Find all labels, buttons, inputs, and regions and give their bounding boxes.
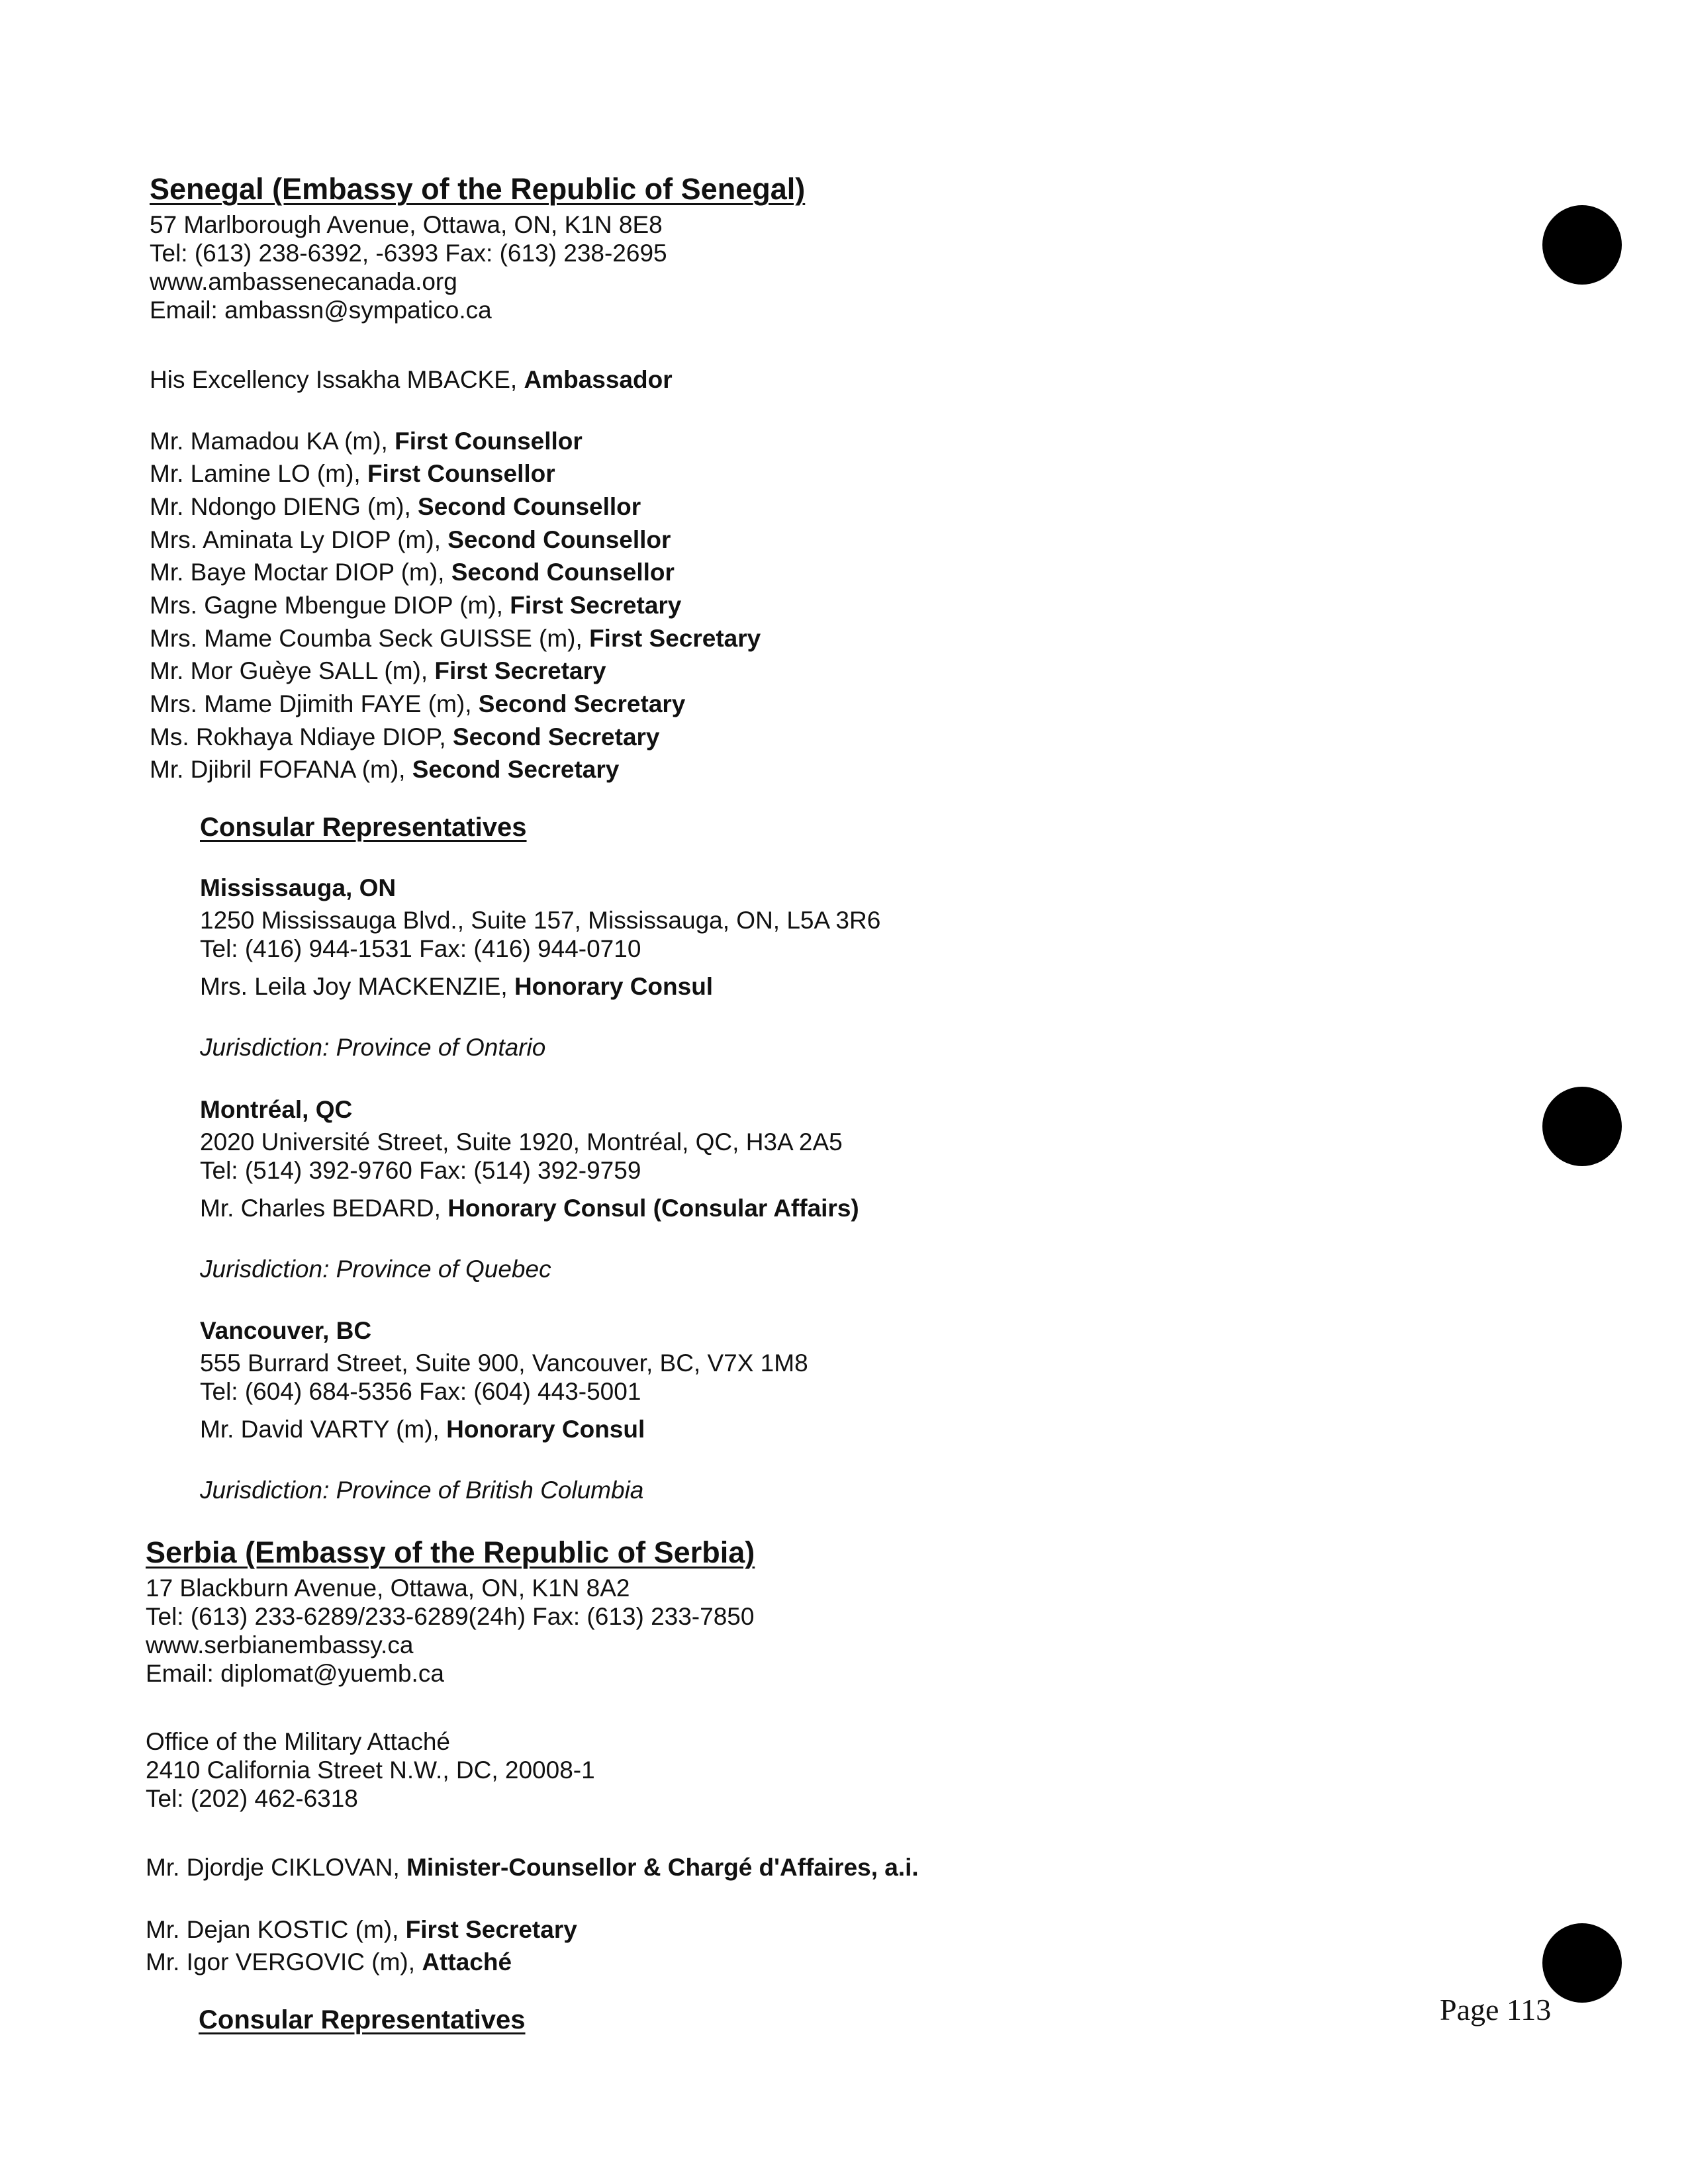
person-name: Mr. Djibril FOFANA (m), bbox=[150, 756, 412, 783]
consulate-jurisdiction: Jurisdiction: Province of Ontario bbox=[200, 1034, 546, 1061]
person-title: Second Counsellor bbox=[447, 526, 671, 553]
person-name: Mr. Baye Moctar DIOP (m), bbox=[150, 559, 451, 586]
senegal-staff-row bbox=[150, 558, 675, 586]
person-title: Attaché bbox=[422, 1948, 512, 1976]
person-title: First Secretary bbox=[589, 625, 761, 652]
person-name: Mrs. Aminata Ly DIOP (m), bbox=[150, 526, 448, 553]
person-name: Mrs. Mame Djimith FAYE (m), bbox=[150, 690, 479, 717]
serbia-heading: Serbia (Embassy of the Republic of Serbia) bbox=[146, 1535, 755, 1569]
consulate-phone: Tel: (416) 944-1531 Fax: (416) 944-0710 bbox=[200, 935, 641, 962]
serbia-staff-row bbox=[146, 1948, 512, 1976]
punch-hole bbox=[1542, 205, 1622, 285]
person-name: Ms. Rokhaya Ndiaye DIOP, bbox=[150, 723, 453, 751]
person-title: First Counsellor bbox=[367, 460, 555, 487]
senegal-staff-row bbox=[150, 427, 583, 455]
person-name: Mr. Djordje CIKLOVAN, bbox=[146, 1854, 407, 1881]
person-name: Mrs. Mame Coumba Seck GUISSE (m), bbox=[150, 625, 590, 652]
serbia-email: Email: diplomat@yuemb.ca bbox=[146, 1660, 444, 1687]
person-name: Mr. Dejan KOSTIC (m), bbox=[146, 1916, 406, 1943]
person-title: First Counsellor bbox=[395, 428, 583, 455]
senegal-staff-row bbox=[150, 723, 660, 751]
person-name: Mrs. Gagne Mbengue DIOP (m), bbox=[150, 592, 510, 619]
consulate-person bbox=[200, 972, 713, 1001]
serbia-phone: Tel: (613) 233-6289/233-6289(24h) Fax: (613) 233-7850 bbox=[146, 1603, 755, 1630]
person-title: Second Secretary bbox=[478, 690, 686, 717]
consulate-city: Montréal, QC bbox=[200, 1096, 353, 1123]
senegal-heading: Senegal (Embassy of the Republic of Senegal) bbox=[150, 172, 806, 206]
person-name: Mr. David VARTY (m), bbox=[200, 1416, 447, 1443]
person-title: Honorary Consul (Consular Affairs) bbox=[447, 1195, 859, 1222]
consulate-jurisdiction: Jurisdiction: Province of British Columbia bbox=[200, 1477, 644, 1504]
senegal-consular-heading: Consular Representatives bbox=[200, 813, 527, 842]
person-title: Ambassador bbox=[524, 366, 673, 393]
military-office-phone: Tel: (202) 462-6318 bbox=[146, 1785, 358, 1812]
consulate-address: 555 Burrard Street, Suite 900, Vancouver, BC, V7X 1M8 bbox=[200, 1349, 808, 1377]
military-office-name: Office of the Military Attaché bbox=[146, 1728, 450, 1755]
consulate-city: Vancouver, BC bbox=[200, 1317, 372, 1344]
person-name: Mr. Mamadou KA (m), bbox=[150, 428, 395, 455]
senegal-phone: Tel: (613) 238-6392, -6393 Fax: (613) 238-2695 bbox=[150, 240, 667, 267]
person-title: First Secretary bbox=[510, 592, 682, 619]
senegal-staff-row bbox=[150, 755, 619, 784]
person-title: First Secretary bbox=[434, 657, 606, 684]
person-name: Mr. Igor VERGOVIC (m), bbox=[146, 1948, 422, 1976]
consulate-person bbox=[200, 1415, 645, 1443]
person-title: First Secretary bbox=[405, 1916, 577, 1943]
senegal-email: Email: ambassn@sympatico.ca bbox=[150, 296, 492, 324]
consulate-address: 1250 Mississauga Blvd., Suite 157, Mississauga, ON, L5A 3R6 bbox=[200, 907, 881, 934]
person-title: Second Counsellor bbox=[418, 493, 641, 520]
military-office-address: 2410 California Street N.W., DC, 20008-1 bbox=[146, 1756, 595, 1784]
senegal-website: www.ambassenecanada.org bbox=[150, 268, 457, 295]
serbia-consular-heading: Consular Representatives bbox=[199, 2005, 526, 2034]
person-name: Mr. Lamine LO (m), bbox=[150, 460, 367, 487]
serbia-address: 17 Blackburn Avenue, Ottawa, ON, K1N 8A2 bbox=[146, 1574, 630, 1602]
consulate-city: Mississauga, ON bbox=[200, 874, 397, 901]
senegal-staff-row bbox=[150, 525, 671, 554]
person-name: Mr. Charles BEDARD, bbox=[200, 1195, 448, 1222]
serbia-charge-daffaires bbox=[146, 1853, 919, 1882]
senegal-address: 57 Marlborough Avenue, Ottawa, ON, K1N 8E8 bbox=[150, 211, 663, 238]
consulate-address: 2020 Université Street, Suite 1920, Montréal, QC, H3A 2A5 bbox=[200, 1128, 843, 1156]
person-name: His Excellency Issakha MBACKE, bbox=[150, 366, 524, 393]
person-title: Second Counsellor bbox=[451, 559, 675, 586]
senegal-staff-row bbox=[150, 690, 685, 718]
senegal-staff-row bbox=[150, 657, 606, 685]
consulate-jurisdiction: Jurisdiction: Province of Quebec bbox=[200, 1255, 551, 1283]
senegal-staff-row bbox=[150, 492, 641, 521]
serbia-website: www.serbianembassy.ca bbox=[146, 1631, 414, 1659]
person-title: Honorary Consul bbox=[446, 1416, 645, 1443]
senegal-staff-row bbox=[150, 591, 681, 619]
punch-hole bbox=[1542, 1087, 1622, 1166]
senegal-ambassador bbox=[150, 365, 673, 394]
person-name: Mrs. Leila Joy MACKENZIE, bbox=[200, 973, 514, 1000]
person-title: Honorary Consul bbox=[514, 973, 714, 1000]
page-number: Page 113 bbox=[1440, 1993, 1552, 2026]
consulate-phone: Tel: (604) 684-5356 Fax: (604) 443-5001 bbox=[200, 1378, 641, 1405]
senegal-staff-row bbox=[150, 459, 555, 488]
punch-hole bbox=[1542, 1923, 1622, 2003]
person-title: Minister-Counsellor & Chargé d'Affaires, a.i. bbox=[406, 1854, 919, 1881]
senegal-staff-row bbox=[150, 624, 761, 653]
serbia-staff-row bbox=[146, 1915, 577, 1944]
consulate-person bbox=[200, 1194, 859, 1222]
person-title: Second Secretary bbox=[452, 723, 660, 751]
person-title: Second Secretary bbox=[412, 756, 620, 783]
person-name: Mr. Ndongo DIENG (m), bbox=[150, 493, 418, 520]
person-name: Mr. Mor Guèye SALL (m), bbox=[150, 657, 435, 684]
consulate-phone: Tel: (514) 392-9760 Fax: (514) 392-9759 bbox=[200, 1157, 641, 1184]
